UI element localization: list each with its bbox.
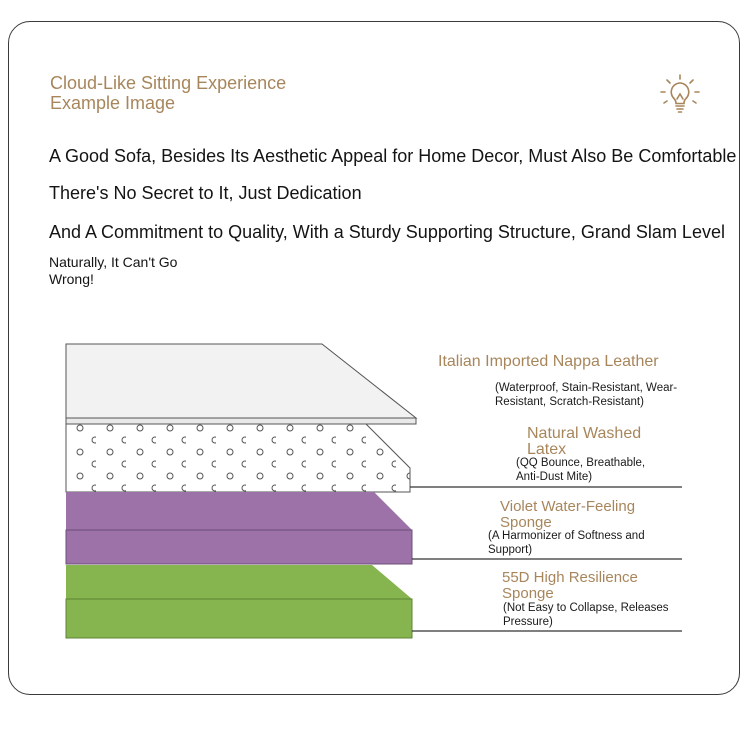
layer-1-description: (Waterproof, Stain-Resistant, Wear-Resistant, Scratch-Resistant) [495,382,678,408]
layer-3-name: Violet Water-Feeling Sponge [500,498,636,531]
intro-line-2: There's No Secret to It, Just Dedication [49,183,362,203]
layer-4-description: (Not Easy to Collapse, Releases Pressure) [503,602,669,628]
intro-line-1: A Good Sofa, Besides Its Aesthetic Appeal for Home Decor, Must Also Be Comfortable [49,146,737,166]
intro-line-3: And A Commitment to Quality, With a Sturdy Supporting Structure, Grand Slam Level [49,222,725,242]
layer-4-name: 55D High Resilience Sponge [502,569,638,602]
layer-3-description: (A Harmonizer of Softness and Support) [488,530,645,556]
title-line-1: Cloud-Like Sitting Experience [50,73,287,93]
leather-layer [66,344,416,424]
layer-2-name: Natural Washed Latex [527,425,642,458]
title-line-2: Example Image [50,93,176,113]
layer-2-description: (QQ Bounce, Breathable, Anti-Dust Mite) [516,457,646,483]
intro-line-4: Naturally, It Can't Go Wrong! [49,254,178,287]
layer-1-name: Italian Imported Nappa Leather [438,353,659,370]
